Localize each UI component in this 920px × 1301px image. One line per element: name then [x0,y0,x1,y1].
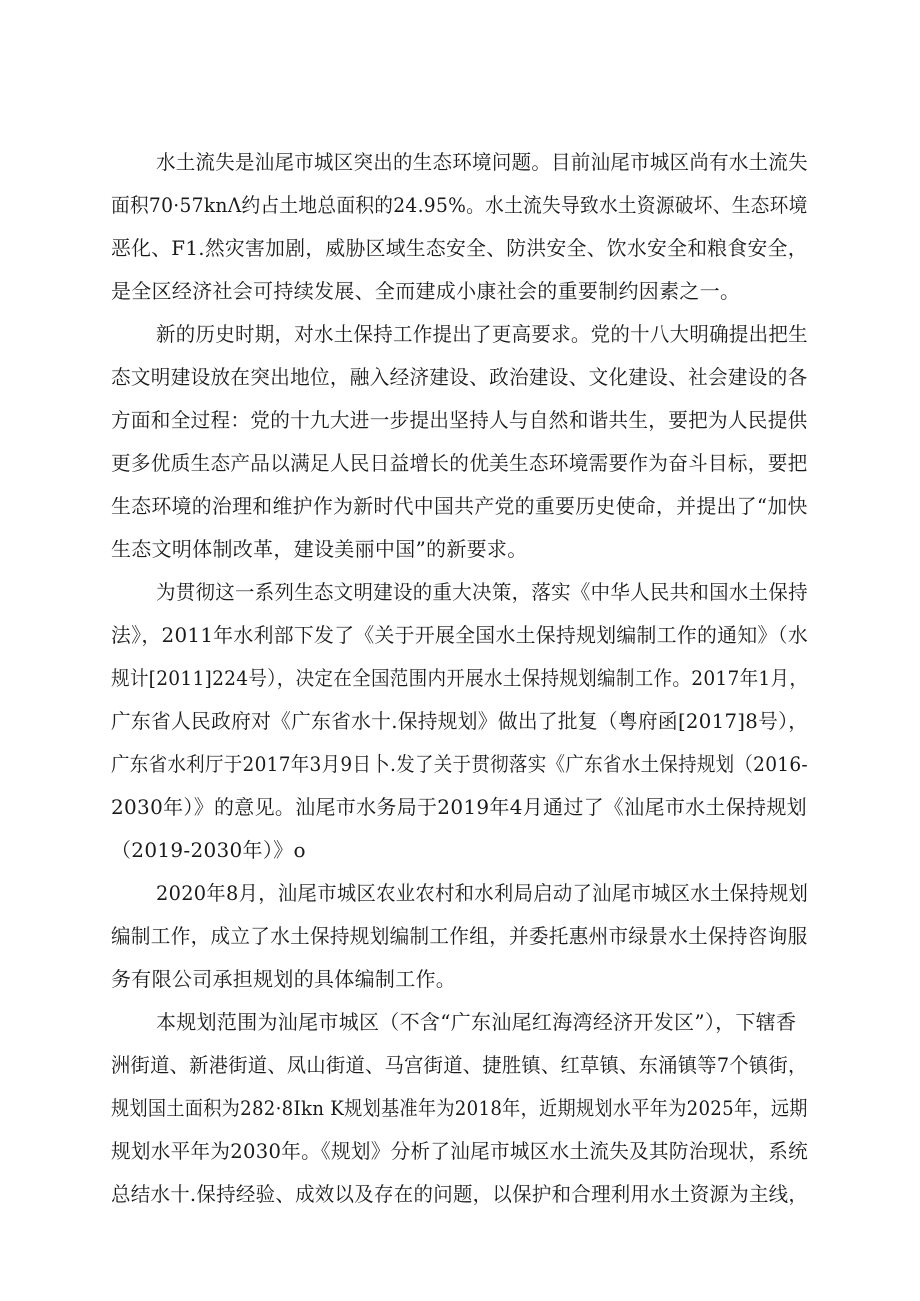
text-line: （2019-2030年）》o [111,838,306,862]
text-line: 面积70·57knΛ约占土地总面积的24.95%。水土流失导致水土资源破坏、生态环境 [111,193,808,217]
text-line: 洲街道、新港街道、凤山街道、马宫街道、捷胜镇、红草镇、东涌镇等7个镇街， [111,1053,808,1077]
text-line: 广东省人民政府对《广东省水十.保持规划》做出了批复（粤府函[2017]8号）， [111,709,809,733]
text-line: 总结水十.保持经验、成效以及存在的问题，以保护和合理利用水土资源为主线， [111,1182,809,1206]
text-line: 法》，2011年水利部下发了《关于开展全国水土保持规划编制工作的通知》（水 [111,623,809,647]
text-line: 恶化、F1.然灾害加剧，威胁区域生态安全、防洪安全、饮水安全和粮食安全， [111,236,808,260]
text-line: 更多优质生态产品以满足人民日益增长的优美生态环境需要作为奋斗目标，要把 [111,451,808,475]
text-line: 水土流失是汕尾市城区突出的生态环境问题。目前汕尾市城区尚有水土流失 [156,150,808,174]
text-line: 是全区经济社会可持续发展、全而建成小康社会的重要制约因素之一。 [111,279,741,303]
text-line: 务有限公司承担规划的具体编制工作。 [111,967,457,991]
text-line: 为贯彻这一系列生态文明建设的重大决策，落实《中华人民共和国水土保持 [156,580,808,604]
text-line: 生态环境的治理和维护作为新时代中国共产党的重要历史使命，并提出了“加快 [111,494,808,518]
text-line: 本规划范围为汕尾市城区（不含“广东汕尾红海湾经济开发区”），下辖香 [156,1010,797,1034]
text-line: 新的历史时期，对水土保持工作提出了更高要求。党的十八大明确提出把生 [156,322,808,346]
text-line: 态文明建设放在突出地位，融入经济建设、政治建设、文化建设、社会建设的各 [111,365,808,389]
text-line: 规计[2011]224号），决定在全国范围内开展水土保持规划编制工作。2017年1月， [111,666,809,690]
text-line: 编制工作，成立了水土保持规划编制工作组，并委托惠州市绿景水土保持咨询服 [111,924,808,948]
text-line: 规划国土面积为282·8Ikn K规划基准年为2018年，近期规划水平年为2025年，远期 [111,1096,808,1120]
text-line: 广东省水利厅于2017年3月9日卜.发了关于贯彻落实《广东省水土保持规划（2016- [111,752,808,776]
text-line: 方面和全过程：党的十九大进一步提出坚持人与自然和谐共生，要把为人民提供 [111,408,808,432]
text-line: 生态文明体制改革，建设美丽中国”的新要求。 [111,537,528,561]
text-line: 2030年）》的意见。汕尾市水务局于2019年4月通过了《汕尾市水土保持规划 [111,795,807,819]
text-line: 规划水平年为2030年。《规划》分析了汕尾市城区水土流失及其防治现状，系统 [111,1139,808,1163]
text-line: 2020年8月，汕尾市城区农业农村和水利局启动了汕尾市城区水土保持规划 [156,881,809,905]
